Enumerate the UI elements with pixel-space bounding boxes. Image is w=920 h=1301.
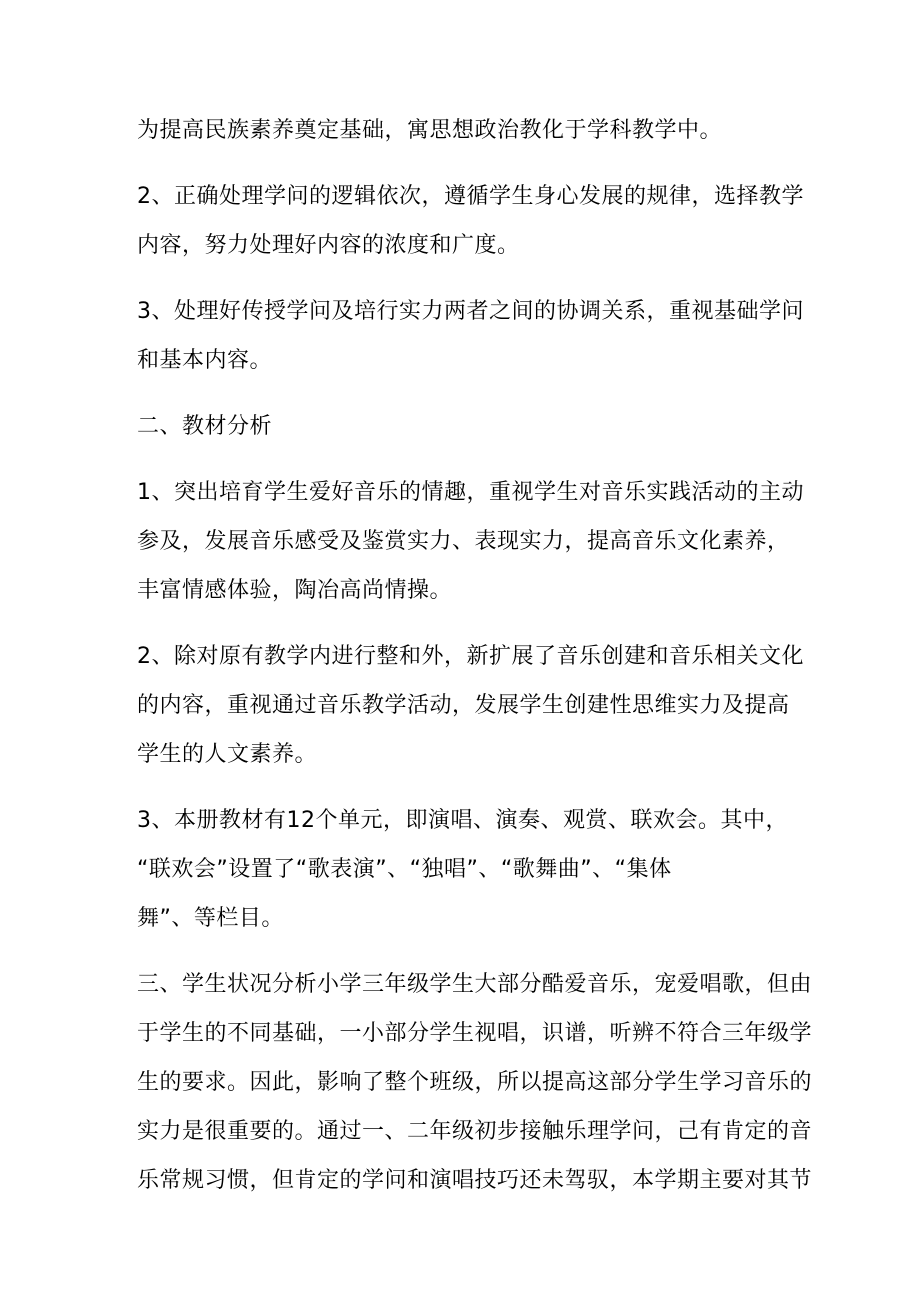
- text-line: 丰富情感体验，陶冶高尚情操。: [137, 578, 453, 603]
- text-line: 内容，努力处理好内容的浓度和广度。: [137, 233, 520, 258]
- text-line: 2、除对原有教学内进行整和外，新扩展了音乐创建和音乐相关文化: [137, 644, 804, 669]
- text-line: 的内容，重视通过音乐教学活动，发展学生创建性思维实力及提高: [137, 693, 790, 718]
- text-line: 参及，发展音乐感受及鉴赏实力、表现实力，提高音乐文化素养，: [137, 529, 790, 554]
- text-line: 乐常规习惯，但肯定的学问和演唱技巧还未驾驭，本学期主要对其节: [137, 1168, 813, 1193]
- text-line: 1、突出培育学生爱好音乐的情趣，重视学生对音乐实践活动的主动: [137, 480, 804, 505]
- text-line: 3、处理好传授学问及培行实力两者之间的协调关系，重视基础学问: [137, 299, 804, 324]
- text-line: 学生的人文素养。: [137, 742, 318, 767]
- text-line: 生的要求。因此，影响了整个班级，所以提高这部分学生学习音乐的: [137, 1070, 813, 1095]
- text-line: 实力是很重要的。通过一、二年级初步接触乐理学问，己有肯定的音: [137, 1119, 813, 1144]
- text-line: 为提高民族素养奠定基础，寓思想政治教化于学科教学中。: [137, 118, 723, 143]
- text-line: 3、本册教材有12个单元，即演唱、演奏、观赏、联欢会。其中，: [137, 808, 788, 833]
- text-line: 舞”、等栏目。: [137, 906, 284, 931]
- text-line: 于学生的不同基础，一小部分学生视唱，识谱，听辨不符合三年级学: [137, 1021, 813, 1046]
- text-line: 和基本内容。: [137, 348, 273, 373]
- text-line: 2、正确处理学问的逻辑依次，遵循学生身心发展的规律，选择教学: [137, 184, 804, 209]
- text-line: 三、学生状况分析小学三年级学生大部分酷爱音乐，宠爱唱歌，但由: [137, 972, 813, 997]
- section-heading: 二、教材分析: [137, 414, 273, 439]
- text-line: “联欢会”设置了“歌表演”、“独唱”、“歌舞曲”、“集体: [137, 857, 672, 882]
